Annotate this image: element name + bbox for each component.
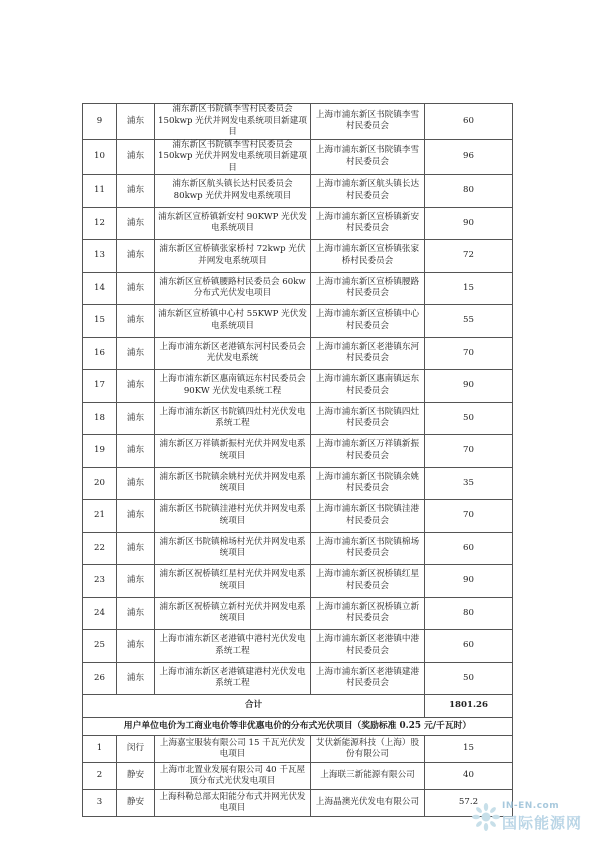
cell-project-name: 上海市浦东新区惠南镇远东村民委员会 90KW 光伏发电系统工程 xyxy=(155,370,311,403)
cell-capacity: 15 xyxy=(425,272,513,305)
table-row xyxy=(83,139,513,175)
table-row xyxy=(83,597,513,630)
table-row xyxy=(83,790,513,817)
table-row xyxy=(83,532,513,565)
table-row xyxy=(83,104,513,140)
cell-project-name: 浦东新区宣桥镇新安村 90KWP 光伏发电系统项目 xyxy=(155,207,311,240)
cell-capacity: 35 xyxy=(425,467,513,500)
cell-owner: 上海晶澳光伏发电有限公司 xyxy=(311,790,425,817)
table-row xyxy=(83,467,513,500)
cell-owner: 上海市浦东新区老港镇建港村民委员会 xyxy=(311,662,425,695)
cell-owner: 上海市浦东新区书院镇棉场村民委员会 xyxy=(311,532,425,565)
table-row xyxy=(83,763,513,790)
cell-number: 10 xyxy=(83,139,117,175)
cell-number: 21 xyxy=(83,500,117,533)
cell-district: 浦东 xyxy=(117,532,155,565)
table-row xyxy=(83,272,513,305)
cell-capacity: 80 xyxy=(425,597,513,630)
cell-capacity: 72 xyxy=(425,240,513,273)
cell-owner: 上海市浦东新区惠南镇远东村民委员会 xyxy=(311,370,425,403)
cell-owner: 上海市浦东新区祝桥镇红星村民委员会 xyxy=(311,565,425,598)
cell-owner: 上海市浦东新区航头镇长达村民委员会 xyxy=(311,175,425,208)
cell-district: 浦东 xyxy=(117,402,155,435)
cell-owner: 上海市浦东新区万祥镇新振村民委员会 xyxy=(311,435,425,468)
logo-domain-text: IN-EN.com xyxy=(502,801,560,811)
cell-district: 浦东 xyxy=(117,337,155,370)
cell-district: 浦东 xyxy=(117,630,155,663)
cell-district: 浦东 xyxy=(117,597,155,630)
cell-number: 2 xyxy=(83,763,117,790)
cell-district: 浦东 xyxy=(117,565,155,598)
site-logo xyxy=(468,797,598,841)
cell-owner: 上海市浦东新区书院镇李雪村民委员会 xyxy=(311,139,425,175)
cell-capacity: 60 xyxy=(425,104,513,140)
cell-number: 3 xyxy=(83,790,117,817)
project-table-body xyxy=(83,104,513,817)
total-value: 1801.26 xyxy=(425,695,513,718)
table-row xyxy=(83,240,513,273)
cell-project-name: 上海市浦东新区老港镇东河村民委员会光伏发电系统 xyxy=(155,337,311,370)
sun-flower-icon xyxy=(472,803,500,831)
cell-capacity: 90 xyxy=(425,370,513,403)
cell-project-name: 上海市浦东新区老港镇建港村光伏发电系统工程 xyxy=(155,662,311,695)
cell-project-name: 浦东新区祝桥镇红星村光伏并网发电系统项目 xyxy=(155,565,311,598)
cell-district: 浦东 xyxy=(117,175,155,208)
cell-number: 18 xyxy=(83,402,117,435)
cell-district: 静安 xyxy=(117,763,155,790)
table-row xyxy=(83,207,513,240)
cell-district: 浦东 xyxy=(117,662,155,695)
table-row xyxy=(83,370,513,403)
cell-number: 9 xyxy=(83,104,117,140)
project-table xyxy=(82,103,513,817)
cell-capacity: 15 xyxy=(425,736,513,763)
cell-district: 闵行 xyxy=(117,736,155,763)
cell-owner: 上海市浦东新区宣桥镇中心村民委员会 xyxy=(311,305,425,338)
section-header-row xyxy=(83,718,513,736)
table-row xyxy=(83,435,513,468)
cell-district: 浦东 xyxy=(117,435,155,468)
cell-number: 13 xyxy=(83,240,117,273)
cell-district: 浦东 xyxy=(117,139,155,175)
cell-district: 浦东 xyxy=(117,240,155,273)
cell-number: 12 xyxy=(83,207,117,240)
cell-project-name: 浦东新区宣桥镇张家桥村 72kwp 光伏并网发电系统项目 xyxy=(155,240,311,273)
section-title: 用户单位电价为工商业电价等非优惠电价的分布式光伏项目（奖励标准 0.25 元/千瓦时） xyxy=(83,718,513,736)
cell-project-name: 浦东新区书院镇李雪村民委员会 150kwp 光伏并网发电系统项目新建项目 xyxy=(155,139,311,175)
cell-number: 11 xyxy=(83,175,117,208)
cell-project-name: 浦东新区万祥镇新振村光伏并网发电系统项目 xyxy=(155,435,311,468)
cell-number: 15 xyxy=(83,305,117,338)
cell-district: 浦东 xyxy=(117,305,155,338)
cell-number: 24 xyxy=(83,597,117,630)
cell-project-name: 上海市北置业发展有限公司 40 千瓦屋顶分布式光伏发电项目 xyxy=(155,763,311,790)
table-row xyxy=(83,630,513,663)
cell-district: 浦东 xyxy=(117,207,155,240)
cell-capacity: 55 xyxy=(425,305,513,338)
cell-project-name: 浦东新区宣桥镇腰路村民委员会 60kw 分布式光伏发电项目 xyxy=(155,272,311,305)
cell-district: 浦东 xyxy=(117,370,155,403)
cell-number: 1 xyxy=(83,736,117,763)
cell-district: 静安 xyxy=(117,790,155,817)
cell-capacity: 70 xyxy=(425,435,513,468)
table-row xyxy=(83,402,513,435)
cell-number: 17 xyxy=(83,370,117,403)
logo-name-text: 国际能源网 xyxy=(502,814,583,832)
cell-owner: 艾伏新能源科技（上海）股份有限公司 xyxy=(311,736,425,763)
cell-capacity: 70 xyxy=(425,500,513,533)
cell-capacity: 90 xyxy=(425,565,513,598)
cell-number: 14 xyxy=(83,272,117,305)
cell-owner: 上海市浦东新区书院镇四灶村民委员会 xyxy=(311,402,425,435)
table-row xyxy=(83,337,513,370)
cell-project-name: 浦东新区航头镇长达村民委员会 80kwp 光伏并网发电系统项目 xyxy=(155,175,311,208)
cell-district: 浦东 xyxy=(117,272,155,305)
cell-capacity: 70 xyxy=(425,337,513,370)
cell-capacity: 50 xyxy=(425,402,513,435)
cell-capacity: 60 xyxy=(425,532,513,565)
cell-project-name: 上海嘉宝服装有限公司 15 千瓦光伏发电项目 xyxy=(155,736,311,763)
cell-capacity: 96 xyxy=(425,139,513,175)
cell-number: 25 xyxy=(83,630,117,663)
cell-capacity: 57.2 xyxy=(425,790,513,817)
cell-project-name: 浦东新区书院镇洼港村光伏并网发电系统项目 xyxy=(155,500,311,533)
cell-capacity: 40 xyxy=(425,763,513,790)
total-row xyxy=(83,695,513,718)
cell-project-name: 浦东新区书院镇余姚村光伏并网发电系统项目 xyxy=(155,467,311,500)
cell-owner: 上海市浦东新区书院镇余姚村民委员会 xyxy=(311,467,425,500)
cell-number: 19 xyxy=(83,435,117,468)
table-row xyxy=(83,500,513,533)
cell-number: 22 xyxy=(83,532,117,565)
cell-owner: 上海市浦东新区宣桥镇腰路村民委员会 xyxy=(311,272,425,305)
cell-capacity: 60 xyxy=(425,630,513,663)
cell-project-name: 上海市浦东新区书院镇四灶村光伏发电系统工程 xyxy=(155,402,311,435)
cell-district: 浦东 xyxy=(117,467,155,500)
cell-district: 浦东 xyxy=(117,500,155,533)
cell-capacity: 90 xyxy=(425,207,513,240)
cell-owner: 上海市浦东新区书院镇洼港村民委员会 xyxy=(311,500,425,533)
cell-owner: 上海联三新能源有限公司 xyxy=(311,763,425,790)
cell-district: 浦东 xyxy=(117,104,155,140)
table-row xyxy=(83,736,513,763)
table-row xyxy=(83,565,513,598)
table-row xyxy=(83,175,513,208)
cell-number: 16 xyxy=(83,337,117,370)
cell-project-name: 浦东新区宣桥镇中心村 55KWP 光伏发电系统项目 xyxy=(155,305,311,338)
table-row xyxy=(83,305,513,338)
cell-owner: 上海市浦东新区宣桥镇张家桥村民委员会 xyxy=(311,240,425,273)
cell-owner: 上海市浦东新区书院镇李雪村民委员会 xyxy=(311,104,425,140)
table-row xyxy=(83,662,513,695)
cell-project-name: 上海市浦东新区老港镇中港村光伏发电系统工程 xyxy=(155,630,311,663)
cell-project-name: 上海科勒总部太阳能分布式并网光伏发电项目 xyxy=(155,790,311,817)
cell-number: 20 xyxy=(83,467,117,500)
cell-capacity: 50 xyxy=(425,662,513,695)
cell-number: 23 xyxy=(83,565,117,598)
cell-number: 26 xyxy=(83,662,117,695)
cell-owner: 上海市浦东新区老港镇中港村民委员会 xyxy=(311,630,425,663)
cell-project-name: 浦东新区祝桥镇立新村光伏并网发电系统项目 xyxy=(155,597,311,630)
cell-owner: 上海市浦东新区祝桥镇立新村民委员会 xyxy=(311,597,425,630)
cell-owner: 上海市浦东新区宣桥镇新安村民委员会 xyxy=(311,207,425,240)
total-label: 合计 xyxy=(83,695,425,718)
cell-project-name: 浦东新区书院镇棉场村光伏并网发电系统项目 xyxy=(155,532,311,565)
cell-project-name: 浦东新区书院镇李雪村民委员会 150kwp 光伏并网发电系统项目新建项目 xyxy=(155,104,311,140)
cell-capacity: 80 xyxy=(425,175,513,208)
cell-owner: 上海市浦东新区老港镇东河村民委员会 xyxy=(311,337,425,370)
